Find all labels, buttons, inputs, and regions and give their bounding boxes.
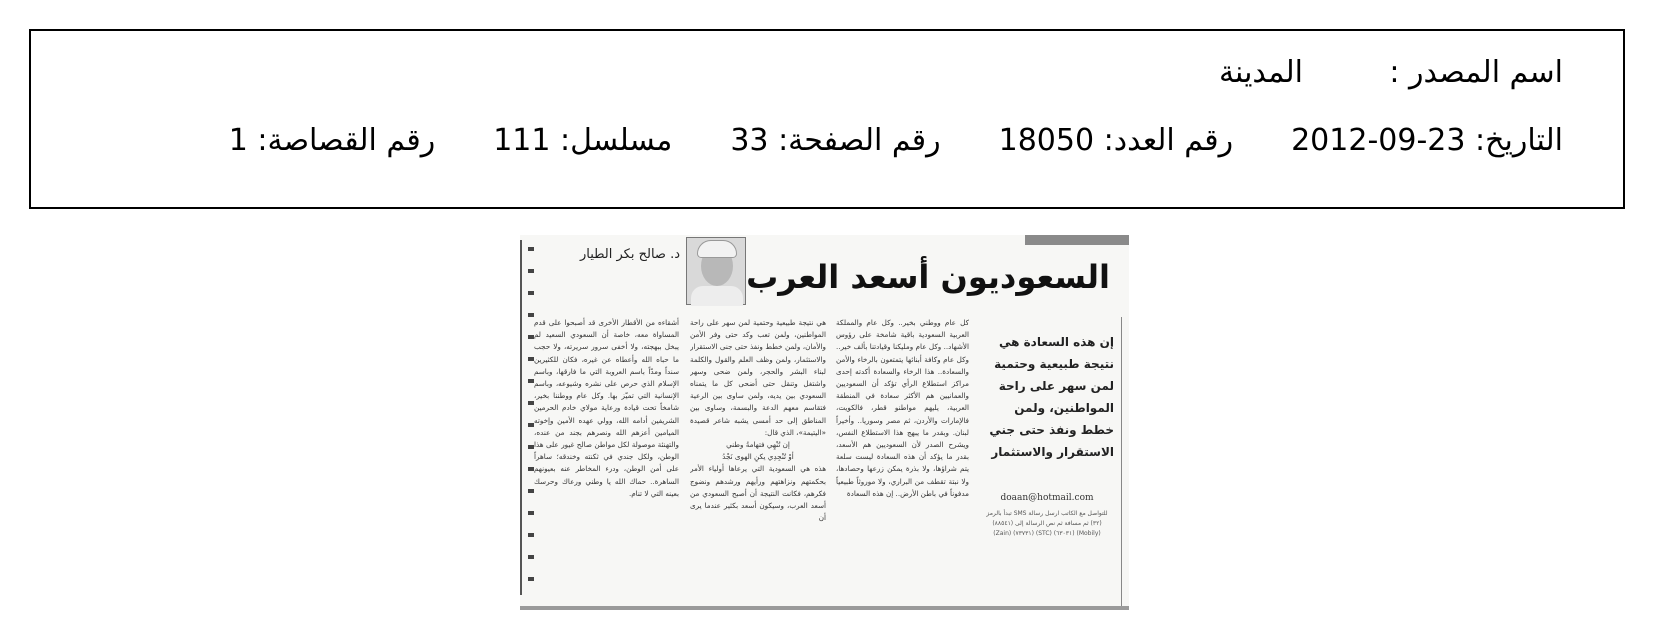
article-column-middle [690, 317, 826, 562]
clipping-bottom-rule [520, 606, 1129, 610]
article-text-middle-top: هي نتيجة طبيعية وحتمية لمن سهر على راحة المواطنين، ولمن تعب وكد حتى وفر الأمن والأمان، ولمن خطط ونفذ حتى جنى الاستقرار والاستثمار، ولمن وظف العلم والقول والكلمة لبناء البشر والحجر، ولمن ضحى وسهر واشتغل وتنقل حتى أضحى كل ما يتمناه السعودي بين يديه، ولمن ساوى بين الرعية فتقاسم معهم الدعة والبسمة، وساوى بين المناطق إلى حد أمسى يشبه شاعر قصيدة «اليتيمة»، الذي قال: [690, 318, 826, 437]
date-field: التاريخ: 23-09-2012 [1291, 123, 1563, 158]
clip-number-field: رقم القصاصة: 1 [228, 123, 436, 158]
clipping-metadata-box [29, 29, 1625, 209]
author-photo [686, 237, 746, 305]
author-photo-body [691, 286, 743, 306]
author-email: doaan@hotmail.com [1000, 493, 1094, 503]
source-line [1219, 55, 1563, 91]
article-column-right [836, 317, 969, 562]
clipping-top-bar [1025, 235, 1129, 245]
source-label: اسم المصدر : [1389, 55, 1563, 90]
article-headline: السعوديون أسعد العرب [746, 258, 1110, 296]
poem-verse-line-2: أوْ تُنْجِدِي يكنِ الهوى نَجْدُ [722, 452, 794, 462]
article-text-right: كل عام ووطني بخير.. وكل عام والمملكة العربية السعودية باقية شامخة على رؤوس الأشهاد.. وكل عام ومليكنا وقيادتنا بألف خير.. وكل عام وكافة أبنائها يتمتعون بالرخاء والأمن والسعادة.. هذا الرخاء والسعادة أكدته إحدى مراكز استطلاع الرأي تؤكد أن السعوديين والعمانيين هم الأكثر سعادة في المنطقة العربية، يليهم مواطنو قطر، فالكويت، فالإمارات والأردن، ثم مصر وسوريا.. وأخيراً لبنان. وبقدر ما يبهج هذا الاستطلاع النفس، ويشرح الصدر لأن السعوديين هم الأسعد، بقدر ما يؤكد أن هذه السعادة ليست سلعة يتم شراؤها، ولا بذرة يمكن زرعها وحصادها، ولا نبتة تقطف من البراري، ولا موروثاً طبيعياً مدفوناً في باطن الأرض.. إن هذه السعادة [836, 318, 969, 498]
serial-field: مسلسل: 111 [493, 123, 673, 158]
details-line [229, 123, 1563, 159]
clipping-left-rule [520, 240, 522, 595]
sms-contact-note: للتواصل مع الكاتب ارسل رسالة SMS تبدأ بالرمز (٣٢) ثم مسافة ثم نص الرسالة إلى (٨٨٥٤١) (Mobily) (٦٣٠٣١) (STC) (٧٣٧٣١) (Zain) [986, 510, 1108, 537]
article-text-left: أشقاءه من الأقطار الأخرى قد أصبحوا على قدم المساواة معه، خاصة أن السعودي السعيد لم يبخل ببهجته، ولا أخفى سرور سريرته، ولا حجب ما حباه الله وأعطاه عن غيره، فكان للكثيرين سنداً ومدّاً باسم العروبة التي ما فارقها، وباسم الإسلام الذي حرص على نشره وشيوعه، وباسم الإنسانية التي تميّز بها. وكل عام ووطننا بخير، شامخاً تحت قيادة ورعاية مولاي خادم الحرمين الشريفين أدامه الله، وولي عهده الأمين وإخوته الميامين أعزهم الله ونصرهم بجند من عنده، والتهنئة موصولة لكل مواطن صالح غيور على هذا الوطن، ولكل جندي في ثكنته وخندقه؛ ساهراً على أمن الوطن، ودرء المخاطر عنه بعيونهم الساهرة.. حماك الله يا وطني ورعاك وحرسك بعينه التي لا تنام. [534, 318, 679, 498]
author-name: د. صالح بكر الطيار [579, 247, 680, 262]
article-column-left [534, 317, 679, 562]
author-photo-headdress [697, 240, 737, 258]
article-text-middle-bottom: هذه هي السعودية التي يرعاها أولياء الأمر بحكمتهم ونزاهتهم ورأيهم ورشدهم ونضوج فكرهم، فكانت النتيجة أن أصبح السعودي من أسعد العرب، وسيكون أسعد بكثير عندما يرى أن [690, 464, 826, 523]
page-number-field: رقم الصفحة: 33 [730, 123, 941, 158]
article-sidebar [972, 317, 1122, 607]
issue-number-field: رقم العدد: 18050 [998, 123, 1234, 158]
poem-verse-line-1: إن تُنْهِي فتهامةُ وطني [726, 440, 790, 450]
source-value: المدينة [1218, 55, 1303, 90]
pull-quote: إن هذه السعادة هي نتيجة طبيعية وحتمية لمن سهر على راحة المواطنين، ولمن خطط ونفذ حتى جني الاستقرار والاستثمار [989, 335, 1114, 459]
newspaper-clipping [520, 235, 1129, 610]
